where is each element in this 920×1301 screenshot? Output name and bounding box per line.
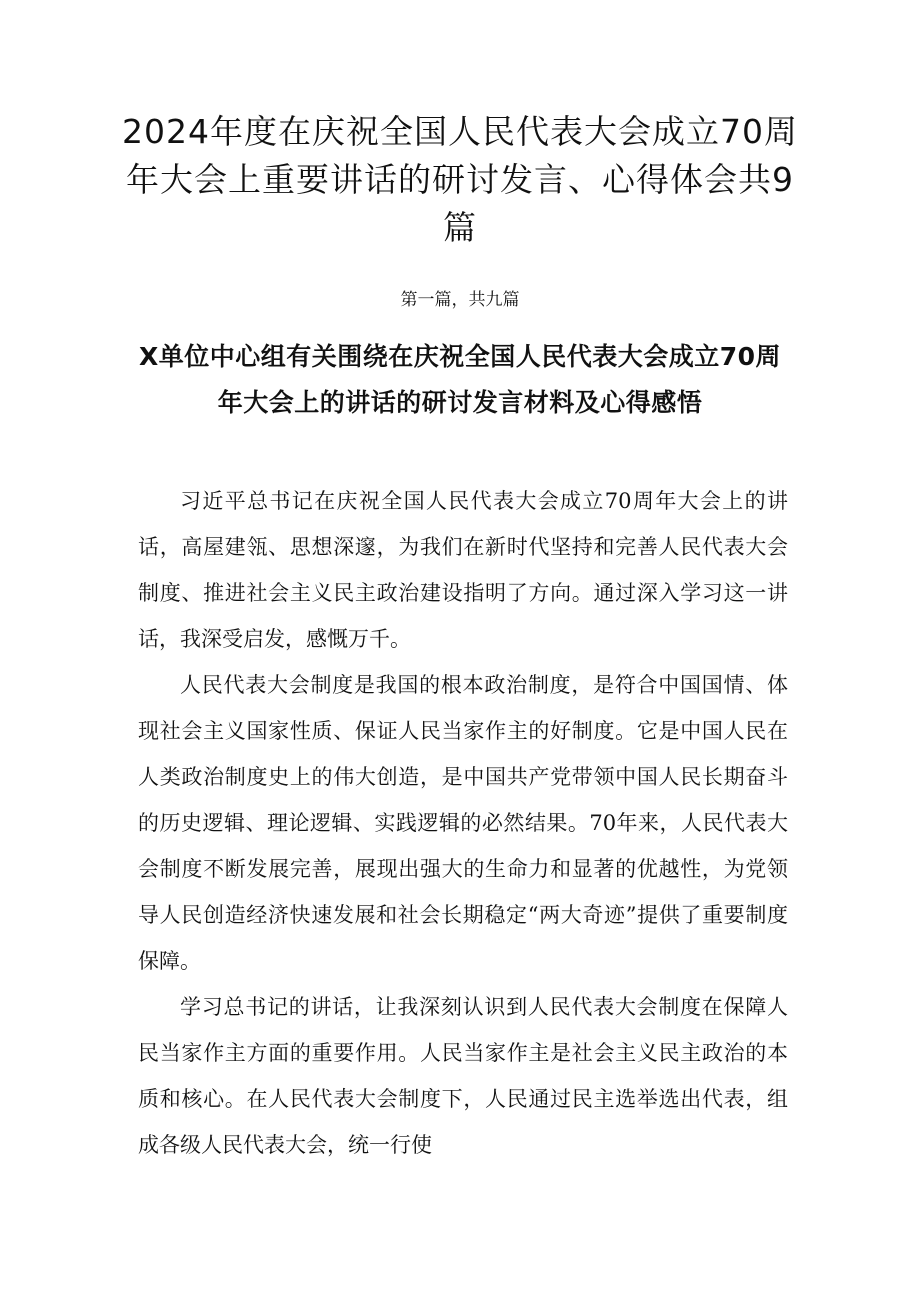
paragraph-2: 人民代表大会制度是我国的根本政治制度，是符合中国国情、体现社会主义国家性质、保证人民当家作主的好制度。它是中国人民在人类政治制度史上的伟大创造，是中国共产党带领中国人民长期奋斗的历史逻辑、理论逻辑、实践逻辑的必然结果。70年来，人民代表大会制度不断发展完善，展现出强大的生命力和显著的优越性，为党领导人民创造经济快速发展和社会长期稳定“两大奇迹”提供了重要制度保障。 — [138, 673, 788, 973]
paragraph-3: 学习总书记的讲话，让我深刻认识到人民代表大会制度在保障人民当家作主方面的重要作用。人民当家作主是社会主义民主政治的本质和核心。在人民代表大会制度下，人民通过民主选举选出代表，组成各级人民代表大会，统一行使 — [138, 995, 788, 1157]
article-body — [138, 478, 788, 1168]
paragraph-1: 习近平总书记在庆祝全国人民代表大会成立70周年大会上的讲话，高屋建瓴、思想深邃，为我们在新时代坚持和完善人民代表大会制度、推进社会主义民主政治建设指明了方向。通过深入学习这一讲话，我深受启发，感慨万千。 — [138, 489, 788, 651]
part-label: 第一篇，共九篇 — [400, 290, 520, 310]
document-title: 2024年度在庆祝全国人民代表大会成立70周年大会上重要讲话的研讨发言、心得体会共9篇 — [122, 112, 798, 247]
article-title: X单位中心组有关围绕在庆祝全国人民代表大会成立70周年大会上的讲话的研讨发言材料及心得感悟 — [138, 342, 782, 417]
